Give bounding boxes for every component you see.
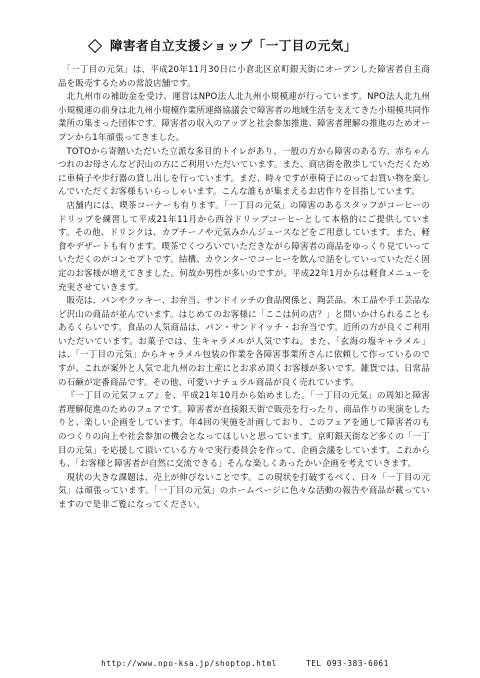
- paragraph-products: 販売は、パンやクッキー、お弁当、サンドイッチの食品関係と、陶芸品、木工品や手工芸品など沢山の商品が並んでいます。はじめてのお客様に「ここは何の店？」と問いかけられることもあるくらいです。食品の人気商品は、パン・サンドイッチ・お弁当です。近所の方が良くご利用いただいています。お菓子では、生キャラメルが人気ですね。また、「玄海の塩キャラメル」は、「一丁目の元気」からキャラメル包装の作業を各障害事業所さんに依頼して作っているのですが、これが案外と人気で北九州のお土産にとお求め頂くお客様が多いです。雑貨では、日常品の石鹸が定番商品です。その他、可愛いナチュラル商品が良く売れています。: [58, 296, 430, 388]
- paragraph-closing: 現状の大きな課題は、売上が伸びないことです。この現状を打破するべく、日々「一丁目の元気」は頑張っています。「一丁目の元気」のホームページに色々な活動の報告や商品が載っていますので是非ご覧になってください。: [58, 472, 430, 510]
- paragraph-cafe: 店舗内には、喫茶コーナーも有ります。「一丁目の元気」の障害のあるスタッフがコーヒーのドリップを練習して平成21年11月から西谷ドリップコーヒーとして本格的にご提供しています。その他、ドリンクは、カプチーノや元気みかんジュースなどをご用意しています。また、軽食やデザートも有ります。喫茶でくつろいでいただきながら障害者の商品をゆっくり見ていっていただくのがコンセプトです。結構、カウンターでコーヒーを飲んで話をしていっていただく固定のお客様が増えてきました。何故か男性が多いのですが。平成22年1月からは軽食メニューを充実させていきます。: [58, 200, 430, 293]
- contact-footer: [60, 658, 430, 670]
- document-body: [58, 64, 430, 654]
- paragraph-operation: 北九州市の補助金を受け、運営はNPO法人北九州小規模連が行っています。NPO法人北九州小規模連の前身は北九州小規模作業所連絡協議会で障害者の地域生活を支えてきた小規模共同作業所の集まった団体です。障害者の収入のアップと社会参加推進、障害者理解の推進のためオープンから1年頑張ってきました。: [58, 92, 430, 143]
- phone-number: TEL 093-383-6061: [306, 659, 389, 668]
- document-title-text: 障害者自立支援ショップ「一丁目の元気」: [110, 38, 357, 53]
- paragraph-fair: 『一丁目の元気フェア』を、平成21年10月から始めました。「一丁目の元気」の周知と障害者理解促進のためのフェアです。障害者が直接銀天街で販売を行ったり、商品作りの実演をしたりと、楽しい企画をしています。年4回の実施を計画しており、このフェアを通して障害者のものつくりの向上や社会参加の機会となってほしいと思っています。京町銀天街など多くの「一丁目の元気」を応援して頂いている方々で実行委員会を作って、企画会議をしています。これからも、「お客様と障害者が自然に交流できる」そんな楽しくあったかい企画を考えていきます。: [58, 391, 430, 470]
- diamond-bullet-icon: [88, 39, 102, 53]
- document-title: [88, 37, 408, 55]
- paragraph-facilities: TOTOから寄贈いただいた立派な多目的トイレがあり、一般の方から障害のある方、赤ちゃんつれのお母さんなど沢山の方にご利用いただいています。また、商店街を散歩していただくために車椅子や歩行器の貸し出しを行っています。まだ、時々ですが車椅子にのってお買い物を楽しんでいただくお客様もいらっしゃいます。こんな誰もが集まえるお店作りを目指しています。: [58, 146, 430, 198]
- website-link[interactable]: http://www.npo-ksa.jp/shoptop.html: [101, 659, 277, 668]
- paragraph-intro: 「一丁目の元気」は、平成20年11月30日に小倉北区京町銀天街にオープンした障害者自主商品を販売するための常設店舗です。: [58, 65, 430, 89]
